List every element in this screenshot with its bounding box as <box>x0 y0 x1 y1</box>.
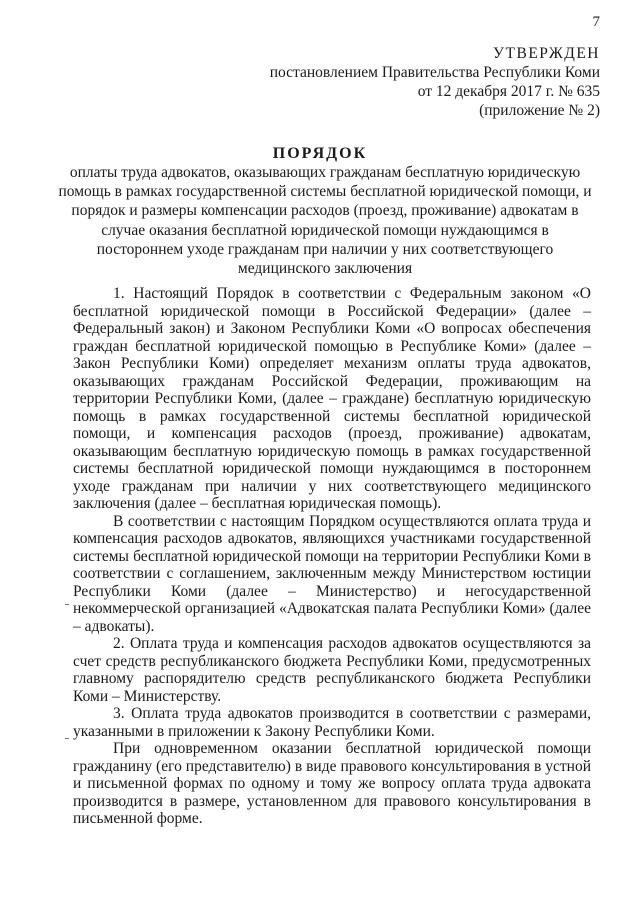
scan-mark <box>65 738 69 739</box>
approval-authority: постановлением Правительства Республики Коми <box>269 64 600 81</box>
paragraph-1: 1. Настоящий Порядок в соответствии с Федеральным законом «О бесплатной юридической помощи в Российской Федерации» (далее – Федеральный закон) и Законом Республики Коми «О вопросах обеспечения граждан бесплатной юридической помощью в Республике Коми» (далее – Закон Республики Коми) определяет механизм оплаты труда адвокатов, оказывающих гражданам Российской Федерации, проживающим на территории Республики Коми, (далее – граждане) бесплатную юридическую помощь в рамках государственной системы бесплатной юридической помощи, и компенсация расходов (проезд, проживание) адвокатам, оказывающим бесплатную юридическую помощь в рамках государственной системы бесплатной юридической помощи нуждающимся в постороннем уходе гражданам при наличии у них соответствующего медицинского заключения (далее – бесплатная юридическая помощь). <box>73 285 591 512</box>
document-subtitle: оплаты труда адвокатов, оказывающих гражданам бесплатную юридическую помощь в рамках государственной системы бесплатной юридической помощи, и порядок и размеры компенсации расходов (проезд, проживание) адвокатам в случае оказания бесплатной юридической помощи нуждающимся в постороннем уходе гражданам при наличии у них соответствующего медицинского заключения <box>58 164 592 278</box>
approval-stamp <box>200 44 600 120</box>
page-number: 7 <box>592 14 600 30</box>
paragraph-5: При одновременном оказании бесплатной юридической помощи гражданину (его представителю) в виде правового консультирования в устной и письменной формах по одному и тому же вопросу оплата труда адвоката производится в размере, установленном для правового консультирования в письменной форме. <box>73 740 591 827</box>
document-title: ПОРЯДОК <box>272 145 368 162</box>
approval-date: от 12 декабря 2017 г. № 635 <box>417 83 600 100</box>
approval-heading: УТВЕРЖДЕН <box>493 45 600 62</box>
document-body <box>73 285 591 828</box>
paragraph-4: 3. Оплата труда адвокатов производится в соответствии с размерами, указанными в приложении к Закону Республики Коми. <box>73 705 591 740</box>
paragraph-3: 2. Оплата труда и компенсация расходов адвокатов осуществляются за счет средств республиканского бюджета Республики Коми, предусмотренных главному распорядителю средств республиканского бюджета Республики Коми – Министерству. <box>73 635 591 705</box>
paragraph-2: В соответствии с настоящим Порядком осуществляются оплата труда и компенсация расходов адвокатов, являющихся участниками государственной системы бесплатной юридической помощи на территории Республики Коми в соответствии с соглашением, заключенным между Министерством юстиции Республики Коми (далее – Министерство) и негосударственной некоммерческой организацией «Адвокатская палата Республики Коми» (далее – адвокаты). <box>73 512 591 635</box>
approval-appendix: (приложение № 2) <box>479 102 600 119</box>
scan-mark <box>65 604 69 605</box>
